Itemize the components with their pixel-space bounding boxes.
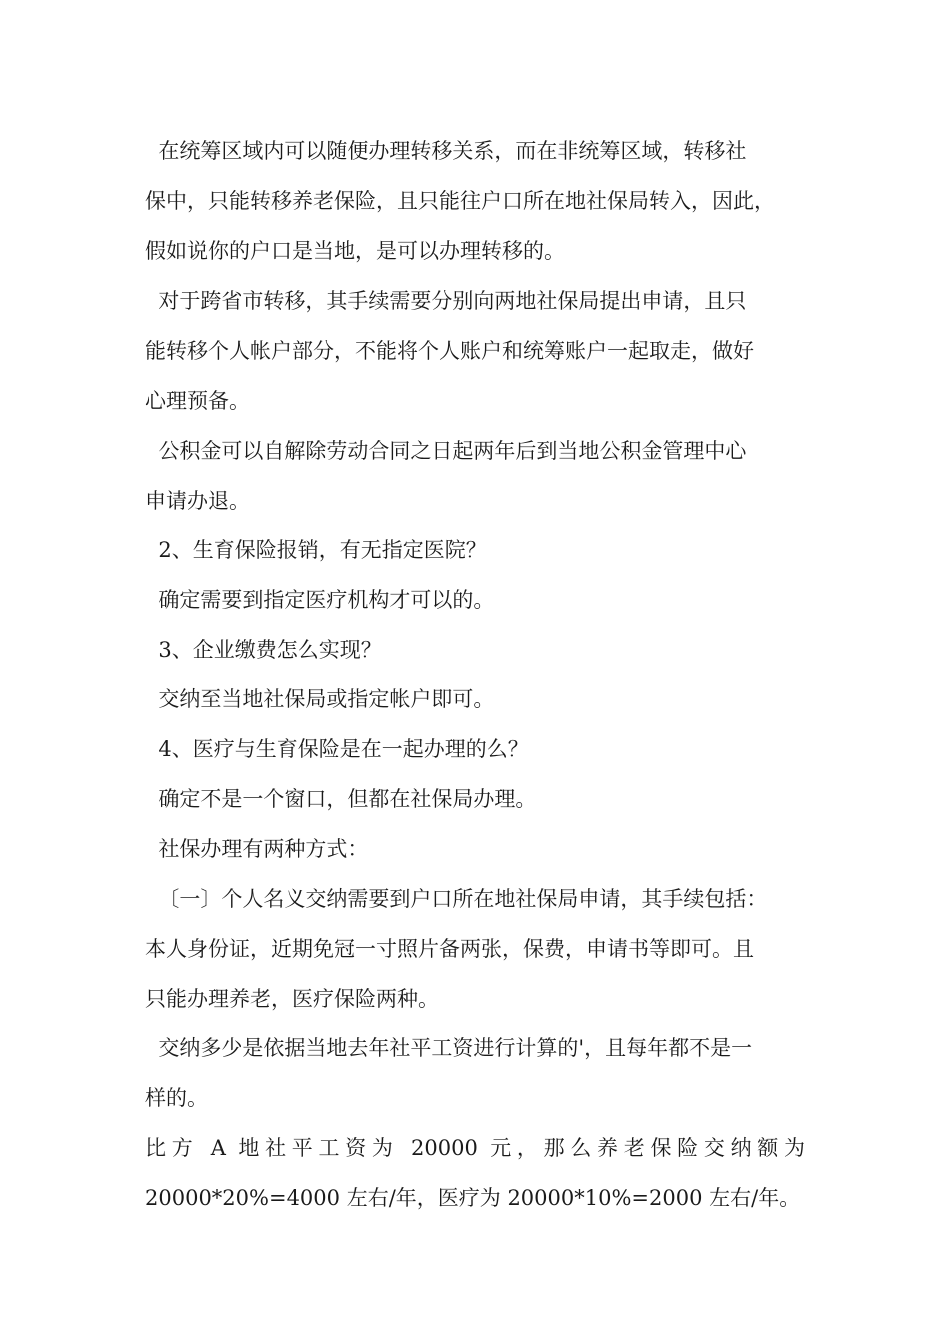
question-heading: 3、企业缴费怎么实现？ <box>145 638 382 662</box>
paragraph-line: 本人身份证，近期免冠一寸照片备两张，保费，申请书等即可。且 <box>145 937 754 961</box>
paragraph-line: 在统筹区域内可以随便办理转移关系，而在非统筹区域，转移社 <box>145 139 747 163</box>
paragraph-line: 社保办理有两种方式： <box>145 837 369 861</box>
paragraph-line: 对于跨省市转移，其手续需要分别向两地社保局提出申请，且只 <box>145 289 747 313</box>
answer-line: 交纳至当地社保局或指定帐户即可。 <box>145 687 495 711</box>
paragraph-line: 假如说你的户口是当地，是可以办理转移的。 <box>145 239 565 263</box>
paragraph-line: 比方 A 地社平工资为 20000 元，那么养老保险交纳额为 <box>145 1136 805 1160</box>
question-heading: 4、医疗与生育保险是在一起办理的么？ <box>145 737 529 761</box>
paragraph-line: 申请办退。 <box>145 489 250 513</box>
paragraph-line: 样的。 <box>145 1086 208 1110</box>
answer-line: 确定不是一个窗口，但都在社保局办理。 <box>145 787 537 811</box>
paragraph-line: 〔一〕个人名义交纳需要到户口所在地社保局申请，其手续包括： <box>145 887 768 911</box>
paragraph-line: 保中，只能转移养老保险，且只能往户口所在地社保局转入，因此， <box>145 189 775 213</box>
answer-line: 确定需要到指定医疗机构才可以的。 <box>145 588 495 612</box>
paragraph-line: 20000*20%=4000 左右/年，医疗为 20000*10%=2000 左右/年。 <box>145 1186 801 1210</box>
question-heading: 2、生育保险报销，有无指定医院？ <box>145 538 487 562</box>
paragraph-line: 只能办理养老，医疗保险两种。 <box>145 987 439 1011</box>
paragraph-line: 能转移个人帐户部分，不能将个人账户和统筹账户一起取走，做好 <box>145 339 754 363</box>
paragraph-line: 公积金可以自解除劳动合同之日起两年后到当地公积金管理中心 <box>145 439 747 463</box>
paragraph-line: 心理预备。 <box>145 389 250 413</box>
paragraph-line: 交纳多少是依据当地去年社平工资进行计算的'，且每年都不是一 <box>145 1036 753 1060</box>
